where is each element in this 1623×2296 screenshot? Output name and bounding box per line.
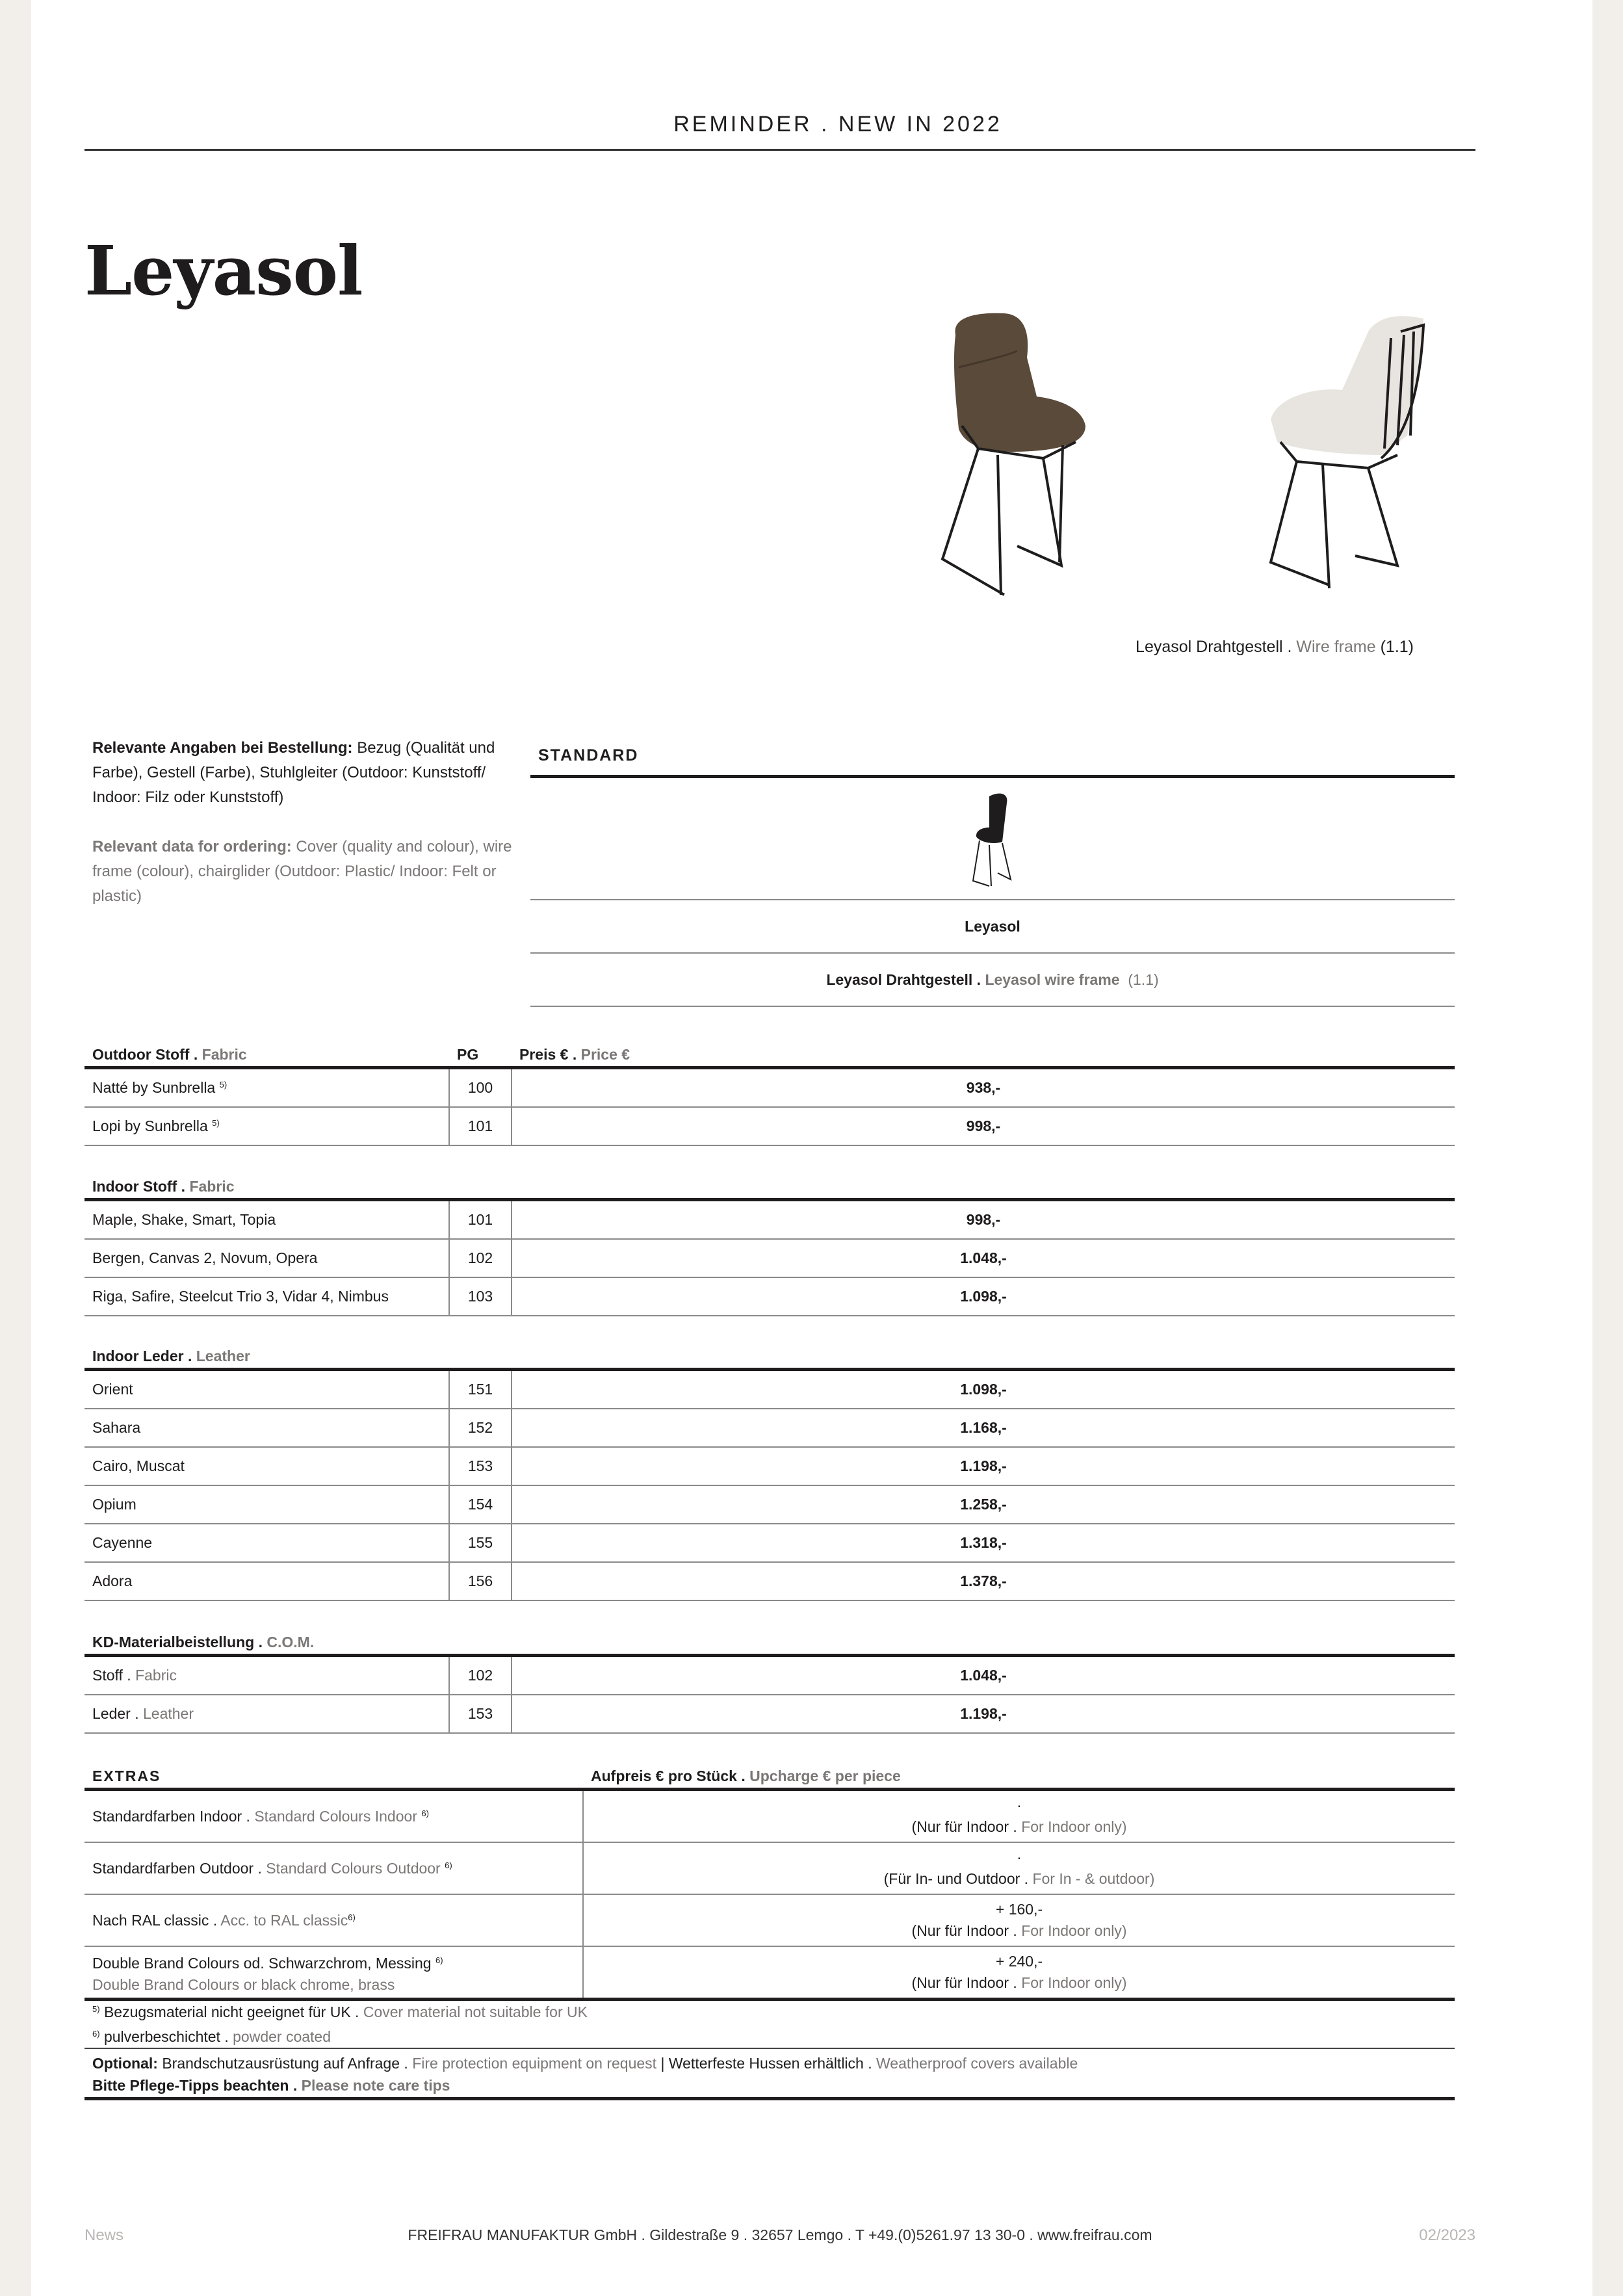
table-row: Bergen, Canvas 2, Novum, Opera 102 1.048,-: [84, 1239, 1455, 1277]
table-row: Cairo, Muscat 153 1.198,-: [84, 1447, 1455, 1485]
standard-chair-thumbnail: [530, 778, 1455, 899]
price-table-indoor-leather: [84, 1342, 1455, 1601]
order-info: [92, 736, 528, 933]
standard-model: Leyasol: [965, 917, 1020, 935]
table-header: KD-Materialbeistellung . C.O.M.: [84, 1628, 1455, 1656]
footnotes: [92, 1998, 1455, 2048]
table-header: EXTRAS Aufpreis € pro Stück . Upcharge € per piece: [84, 1762, 1455, 1790]
table-row: Lopi by Sunbrella $^{5)}$ 101 998,-: [84, 1107, 1455, 1145]
footer-section-label: News: [84, 2226, 124, 2244]
table-row: Standardfarben Outdoor . Standard Colours Outdoor $^{6)}$ · (Für In- und Outdoor . For In - & outdoor): [84, 1842, 1455, 1894]
table-row: Standardfarben Indoor . Standard Colours Indoor $^{6)}$ · (Nur für Indoor . For Indoor only): [84, 1790, 1455, 1843]
order-info-de: Relevante Angaben bei Bestellung: Bezug (Qualität und Farbe), Gestell (Farbe), Stuhlgleiter (Outdoor: Kunststoff/ Indoor: Filz oder Kunststoff): [92, 739, 495, 806]
table-row: Cayenne 155 1.318,-: [84, 1524, 1455, 1562]
table-row: Double Brand Colours od. Schwarzchrom, Messing $^{6)}$ Double Brand Colours or black chrome, brass + 240,- (Nur für Indoor . For Indoor only): [84, 1946, 1455, 2000]
table-row: Natté by Sunbrella $^{5)}$ 100 938,-: [84, 1068, 1455, 1108]
footnote-6: $^{6)}$ pulverbeschichtet . powder coated: [92, 2028, 331, 2045]
standard-label: STANDARD: [538, 746, 639, 764]
table-row: Orient 151 1.098,-: [84, 1370, 1455, 1409]
chair-outline-icon: [954, 790, 1032, 887]
order-info-en: Relevant data for ordering: Cover (quality and colour), wire frame (colour), chairglider (Outdoor: Plastic/ Indoor: Felt or plastic): [92, 838, 512, 905]
header-title: REMINDER . NEW IN 2022: [673, 112, 1002, 137]
standard-frame: Leyasol Drahtgestell . Leyasol wire frame (1.1): [826, 971, 1159, 988]
footer-company-address: FREIFRAU MANUFAKTUR GmbH . Gildestraße 9 . 32657 Lemgo . T +49.(0)5261.97 13 30-0 . www.freifrau.com: [408, 2226, 1152, 2243]
product-photo-chairs: [913, 306, 1479, 624]
divider: [84, 2048, 1455, 2049]
price-table-com: [84, 1628, 1455, 1734]
extras-table: [84, 1762, 1455, 2001]
footnote-5: $^{5)}$ Bezugsmaterial nicht geeignet für UK . Cover material not suitable for UK: [92, 2003, 588, 2020]
photo-caption: Leyasol Drahtgestell . Wire frame (1.1): [1136, 638, 1414, 656]
table-row: Nach RAL classic . Acc. to RAL classic$^{6)}$ + 160,- (Nur für Indoor . For Indoor only): [84, 1894, 1455, 1946]
table-row: Opium 154 1.258,-: [84, 1485, 1455, 1524]
table-row: Leder . Leather 153 1.198,-: [84, 1695, 1455, 1733]
table-row: Maple, Shake, Smart, Topia 101 998,-: [84, 1200, 1455, 1240]
table-header: Outdoor Stoff . Fabric PG Preis € . Price €: [84, 1040, 1455, 1068]
optional-notes: Optional: Brandschutzausrüstung auf Anfrage . Fire protection equipment on request | Wetterfeste Hussen erhältlich . Weatherproof covers available Bitte Pflege-Tipps beachten . Please note care tips: [92, 2055, 1078, 2094]
price-table-outdoor-fabric: [84, 1040, 1455, 1146]
table-row: Adora 156 1.378,-: [84, 1562, 1455, 1600]
product-title: Leyasol: [84, 231, 363, 311]
chair-brown-front: [942, 313, 1085, 595]
divider: [530, 1006, 1455, 1007]
table-row: Stoff . Fabric 102 1.048,-: [84, 1656, 1455, 1695]
table-header: Indoor Stoff . Fabric: [84, 1172, 1455, 1200]
table-row: Sahara 152 1.168,-: [84, 1409, 1455, 1447]
table-header: Indoor Leder . Leather: [84, 1342, 1455, 1370]
standard-block: [530, 735, 1455, 1007]
chair-light-back: [1271, 316, 1423, 588]
divider: [84, 2097, 1455, 2100]
table-row: Riga, Safire, Steelcut Trio 3, Vidar 4, Nimbus 103 1.098,-: [84, 1277, 1455, 1316]
price-table-indoor-fabric: [84, 1172, 1455, 1316]
header-divider: [84, 149, 1475, 151]
footer-date: 02/2023: [1419, 2226, 1475, 2244]
